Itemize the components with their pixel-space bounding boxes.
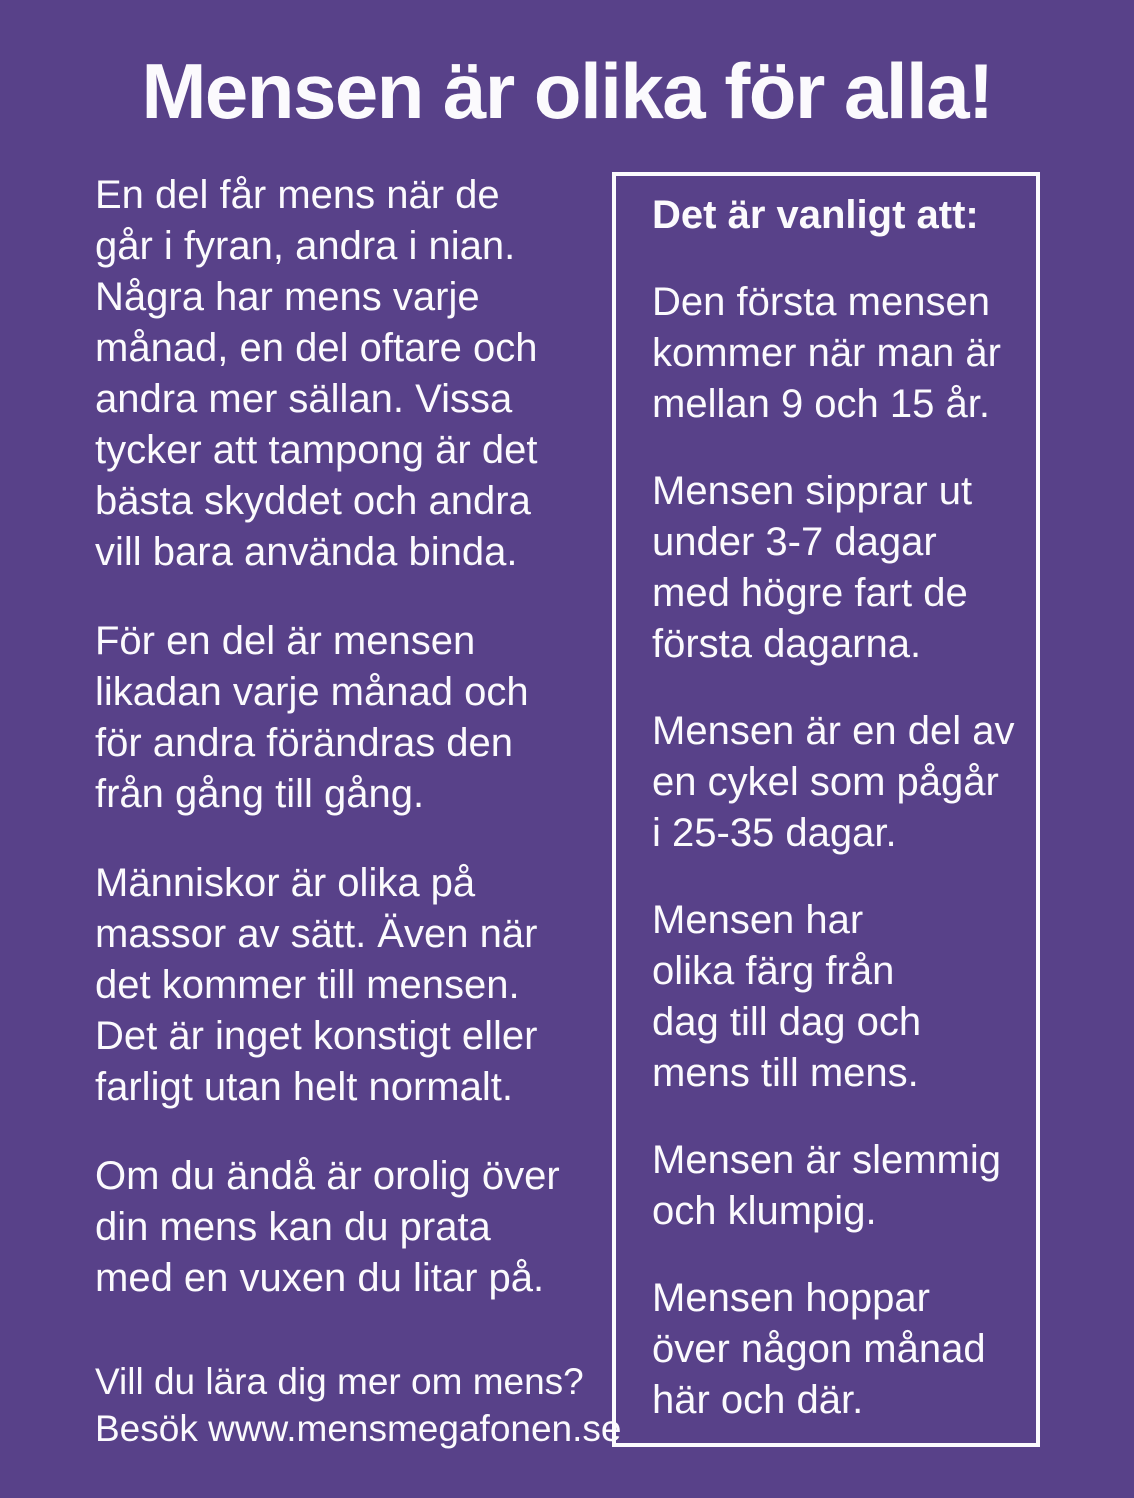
info-box-heading: Det är vanligt att: (652, 193, 979, 237)
left-column (95, 170, 622, 1452)
fact-first-period-age: Den första mensen kommer när man är mellan 9 och 15 år. (652, 280, 1001, 426)
paragraph-people-differ: Människor är olika på massor av sätt. Även när det kommer till mensen. Det är inget konstigt eller farligt utan helt normalt. (95, 861, 538, 1109)
fact-cycle-length: Mensen är en del av en cykel som pågår i 25-35 dagar. (652, 709, 1015, 855)
footer-note: Vill du lära dig mer om mens? Besök www.mensmegafonen.se (95, 1361, 622, 1449)
fact-skipped-months: Mensen hoppar över någon månad här och där. (652, 1276, 986, 1422)
fact-texture: Mensen är slemmig och klumpig. (652, 1138, 1002, 1233)
page-title: Mensen är olika för alla! (141, 47, 993, 135)
fact-duration: Mensen sipprar ut under 3-7 dagar med högre fart de första dagarna. (652, 469, 973, 666)
paragraph-variation: För en del är mensen likadan varje månad och för andra förändras den från gång till gång. (95, 619, 529, 816)
paragraph-worried: Om du ändå är orolig över din mens kan du prata med en vuxen du litar på. (95, 1154, 560, 1300)
info-box (612, 172, 1040, 1447)
paragraph-intro: En del får mens när de går i fyran, andra i nian. Några har mens varje månad, en del oftare och andra mer sällan. Vissa tycker att tampong är det bästa skyddet och andra vill bara använda binda. (95, 173, 538, 574)
fact-color: Mensen har olika färg från dag till dag och mens till mens. (652, 898, 922, 1095)
